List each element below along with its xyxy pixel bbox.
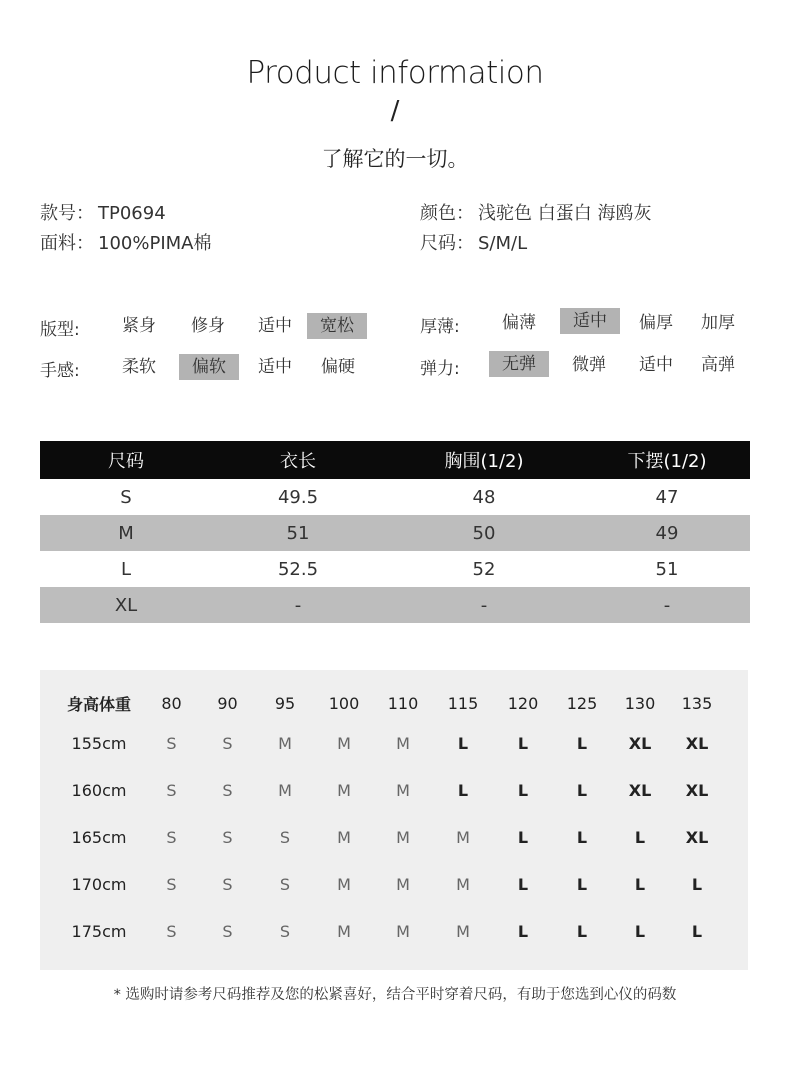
- rec-size-cell: M: [456, 828, 470, 847]
- rec-size-cell: M: [456, 875, 470, 894]
- rec-size-cell: L: [576, 875, 588, 894]
- rec-size-cell: S: [222, 828, 233, 847]
- rec-size-cell: L: [457, 734, 469, 753]
- rec-size-cell: L: [634, 875, 646, 894]
- rec-size-cell: M: [456, 922, 470, 941]
- size-cell: -: [584, 587, 750, 623]
- rec-row: [55, 720, 725, 767]
- info-label: 颜色：: [420, 203, 474, 224]
- info-value: TP0694: [98, 203, 166, 224]
- size-cell: M: [40, 515, 212, 551]
- info-label: 面料：: [40, 233, 94, 254]
- rec-weight-header: 130: [624, 693, 656, 713]
- size-recommendation-panel: [40, 670, 748, 970]
- rec-size-cell: M: [278, 781, 292, 800]
- rec-size-cell: M: [396, 781, 410, 800]
- rec-size-cell: S: [166, 922, 177, 941]
- size-col-header: 衣长: [212, 441, 384, 479]
- attr-thickness-option: 加厚: [701, 313, 735, 333]
- size-table-row: [40, 479, 750, 515]
- rec-size-cell: L: [691, 922, 703, 941]
- rec-weight-header: 125: [566, 693, 598, 713]
- rec-size-cell: M: [337, 875, 351, 894]
- rec-size-cell: S: [166, 875, 177, 894]
- size-cell: XL: [40, 587, 212, 623]
- rec-size-cell: L: [457, 781, 469, 800]
- rec-size-cell: XL: [628, 734, 652, 753]
- rec-size-cell: L: [576, 734, 588, 753]
- attr-elasticity-option: 高弹: [701, 355, 735, 375]
- size-table-header-row: [40, 441, 750, 479]
- rec-size-cell: S: [279, 922, 291, 941]
- rec-size-cell: M: [278, 734, 292, 753]
- rec-size-cell: M: [337, 734, 351, 753]
- rec-size-cell: XL: [685, 734, 709, 753]
- size-table: [40, 441, 750, 623]
- rec-size-cell: M: [337, 828, 351, 847]
- attr-fit-option: 适中: [258, 316, 292, 336]
- rec-size-cell: L: [691, 875, 703, 894]
- size-table-row: [40, 551, 750, 587]
- info-style-no: [40, 202, 166, 226]
- rec-weight-header: 110: [387, 693, 419, 713]
- attr-fit-option: 修身: [191, 316, 225, 336]
- attr-thickness-option: 偏薄: [502, 313, 536, 333]
- info-value: 浅驼色 白蛋白 海鸥灰: [478, 203, 652, 224]
- size-cell: S: [120, 486, 132, 508]
- rec-height-cell: 170cm: [71, 875, 127, 894]
- rec-size-cell: M: [396, 922, 410, 941]
- rec-weight-header: 135: [681, 693, 713, 713]
- size-cell: L: [120, 558, 132, 580]
- rec-size-cell: M: [396, 734, 410, 753]
- rec-size-cell: XL: [628, 781, 652, 800]
- rec-size-cell: L: [517, 734, 529, 753]
- rec-size-cell: XL: [685, 781, 709, 800]
- info-value: 100%PIMA棉: [98, 233, 212, 254]
- size-col-header: 下摆(1/2): [584, 441, 750, 479]
- rec-row: [55, 767, 725, 814]
- size-cell: 49.5: [277, 486, 319, 508]
- rec-weight-header: 90: [217, 693, 238, 713]
- attr-elasticity-option-selected: 无弹: [489, 351, 549, 377]
- size-recommendation-table: [55, 686, 725, 955]
- rec-size-cell: L: [517, 922, 529, 941]
- rec-weight-header: 120: [507, 693, 539, 713]
- rec-size-cell: XL: [685, 828, 709, 847]
- size-col-header: 胸围(1/2): [384, 441, 584, 479]
- size-cell: 47: [655, 486, 679, 508]
- size-cell: 50: [384, 515, 584, 551]
- rec-weight-header: 80: [161, 693, 182, 713]
- rec-height-cell: 155cm: [71, 734, 127, 753]
- page-subtitle: 了解它的一切。: [321, 147, 469, 171]
- rec-size-cell: M: [396, 828, 410, 847]
- attr-fit-option: 紧身: [122, 316, 156, 336]
- rec-size-cell: S: [166, 828, 177, 847]
- rec-size-cell: S: [222, 875, 233, 894]
- rec-corner-header: 身高体重: [66, 694, 131, 714]
- rec-size-cell: L: [576, 828, 588, 847]
- rec-size-cell: S: [279, 828, 291, 847]
- attr-elasticity-option: 适中: [639, 355, 673, 375]
- attr-fit-option-selected: 宽松: [307, 313, 367, 339]
- rec-size-cell: L: [634, 922, 646, 941]
- attr-thickness-option-selected: 适中: [560, 308, 620, 334]
- size-cell: 51: [212, 515, 384, 551]
- size-cell: -: [212, 587, 384, 623]
- info-value: S/M/L: [478, 233, 528, 254]
- rec-size-cell: S: [222, 781, 233, 800]
- size-advice-note: * 选购时请参考尺码推荐及您的松紧喜好，结合平时穿着尺码，有助于您选到心仪的码数: [113, 987, 677, 1003]
- attr-feel-option-selected: 偏软: [179, 354, 239, 380]
- rec-size-cell: M: [337, 922, 351, 941]
- attr-feel-option: 柔软: [122, 357, 156, 377]
- rec-size-cell: S: [279, 875, 291, 894]
- info-label: 尺码：: [420, 233, 474, 254]
- rec-size-cell: L: [517, 875, 529, 894]
- rec-height-cell: 175cm: [71, 922, 127, 941]
- info-sizes: [420, 232, 527, 256]
- size-cell: 51: [655, 558, 679, 580]
- attr-thickness-option: 偏厚: [639, 313, 673, 333]
- size-cell: 48: [472, 486, 496, 508]
- rec-row: [55, 814, 725, 861]
- attr-feel-option: 偏硬: [321, 357, 355, 377]
- rec-row: [55, 908, 725, 955]
- title-separator: /: [390, 96, 400, 126]
- rec-size-cell: L: [517, 781, 529, 800]
- rec-weight-header: 95: [274, 693, 296, 713]
- rec-size-cell: M: [396, 875, 410, 894]
- attr-label-thickness: 厚薄:: [420, 317, 460, 337]
- info-color: [420, 202, 651, 226]
- rec-size-cell: L: [517, 828, 529, 847]
- size-col-header: 尺码: [40, 441, 212, 479]
- page-title: Product information: [246, 55, 544, 91]
- attr-feel-option: 适中: [258, 357, 292, 377]
- rec-size-cell: S: [222, 922, 233, 941]
- size-cell: 52: [472, 558, 496, 580]
- rec-size-cell: S: [166, 734, 177, 753]
- attr-label-elasticity: 弹力:: [420, 359, 460, 379]
- attr-label-fit: 版型:: [40, 320, 80, 340]
- rec-size-cell: S: [166, 781, 177, 800]
- attr-label-feel: 手感:: [40, 361, 80, 381]
- rec-size-cell: S: [222, 734, 233, 753]
- rec-weight-header: 115: [447, 693, 479, 713]
- rec-height-cell: 160cm: [71, 781, 127, 800]
- rec-weight-header: 100: [328, 693, 360, 713]
- size-cell: 52.5: [277, 558, 319, 580]
- rec-height-cell: 165cm: [71, 828, 127, 847]
- attr-elasticity-option: 微弹: [572, 355, 606, 375]
- rec-header-row: [55, 686, 725, 720]
- info-label: 款号：: [40, 203, 94, 224]
- rec-size-cell: M: [337, 781, 351, 800]
- size-cell: 49: [584, 515, 750, 551]
- size-cell: -: [384, 587, 584, 623]
- rec-size-cell: L: [576, 922, 588, 941]
- size-table-row: [40, 515, 750, 551]
- rec-size-cell: L: [576, 781, 588, 800]
- rec-size-cell: L: [634, 828, 646, 847]
- size-table-row: [40, 587, 750, 623]
- rec-row: [55, 861, 725, 908]
- info-fabric: [40, 232, 211, 256]
